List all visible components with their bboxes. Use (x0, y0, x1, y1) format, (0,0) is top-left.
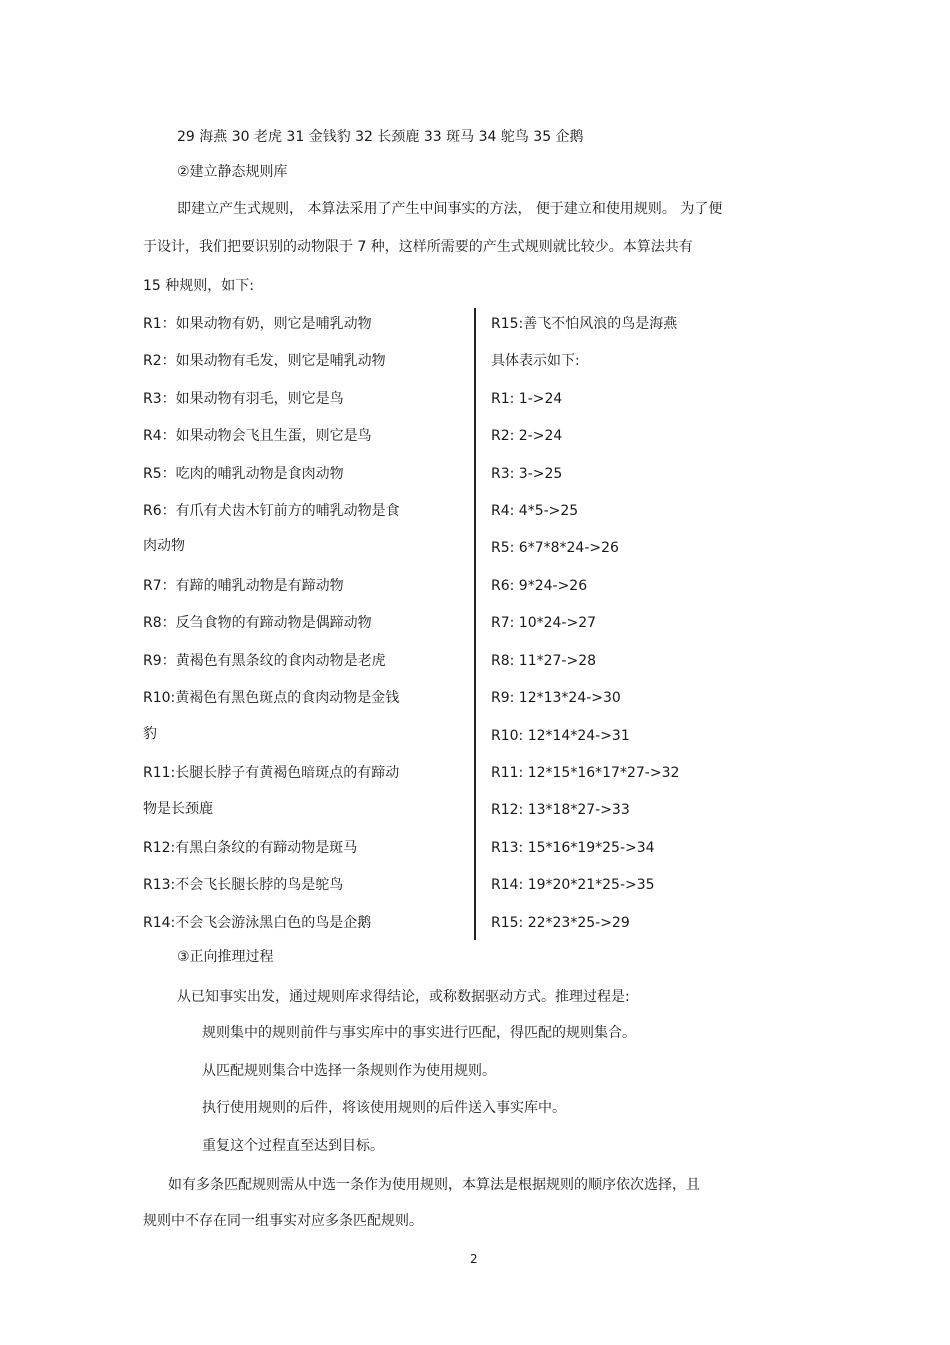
rule-text-item: R14:不会飞会游泳黑白色的鸟是企鹅 (143, 915, 372, 931)
rule-text-item: R4：如果动物会飞且生蛋，则它是鸟 (143, 428, 372, 444)
rule-text-item: R1：如果动物有奶，则它是哺乳动物 (143, 316, 372, 332)
rule-formal-item: R14: 19*20*21*25->35 (491, 877, 655, 893)
inference-step: 重复这个过程直至达到目标。 (202, 1138, 384, 1154)
rule-text-item: R11:长腿长脖子有黄褐色暗斑点的有蹄动 (143, 765, 400, 781)
rule-formal-item: R8: 11*27->28 (491, 653, 597, 669)
formal-heading: 具体表示如下: (491, 353, 580, 369)
rule-text-item: R7：有蹄的哺乳动物是有蹄动物 (143, 578, 344, 594)
rule-text-item: 肉动物 (143, 538, 185, 554)
inference-step: 规则集中的规则前件与事实库中的事实进行匹配，得匹配的规则集合。 (202, 1025, 636, 1041)
rule-formal-item: R9: 12*13*24->30 (491, 690, 621, 706)
rule-text-item: R13:不会飞长腿长脖的鸟是鸵鸟 (143, 877, 344, 893)
rule-text-item: R3：如果动物有羽毛，则它是鸟 (143, 391, 344, 407)
section-heading-rule-base: ②建立静态规则库 (177, 164, 288, 180)
intro-paragraph-line-1: 即建立产生式规则， 本算法采用了产生中间事实的方法， 便于建立和使用规则。 为了便 (177, 201, 723, 217)
rule-formal-item: R5: 6*7*8*24->26 (491, 540, 619, 556)
rule-text-item: 物是长颈鹿 (143, 801, 213, 817)
rule-formal-item: R12: 13*18*27->33 (491, 802, 630, 818)
rule-15-text: R15:善飞不怕风浪的鸟是海燕 (491, 316, 678, 332)
animal-list-line: 29 海燕 30 老虎 31 金钱豹 32 长颈鹿 33 斑马 34 鸵鸟 35 企鹅 (177, 129, 584, 145)
closing-paragraph-line-2: 规则中不存在同一组事实对应多条匹配规则。 (143, 1213, 423, 1229)
closing-paragraph-line-1: 如有多条匹配规则需从中选一条作为使用规则，本算法是根据规则的顺序依次选择，且 (168, 1177, 700, 1193)
rule-formal-item: R13: 15*16*19*25->34 (491, 840, 655, 856)
rule-text-item: R10:黄褐色有黑色斑点的食肉动物是金钱 (143, 690, 400, 706)
rule-formal-item: R7: 10*24->27 (491, 615, 597, 631)
rule-formal-item: R10: 12*14*24->31 (491, 728, 630, 744)
rule-formal-item: R11: 12*15*16*17*27->32 (491, 765, 680, 781)
rule-formal-item: R1: 1->24 (491, 391, 563, 407)
inference-step: 从匹配规则集合中选择一条规则作为使用规则。 (202, 1063, 496, 1079)
rule-text-item: R9：黄褐色有黑条纹的食肉动物是老虎 (143, 653, 386, 669)
section-heading-forward-inference: ③正向推理过程 (177, 949, 274, 965)
intro-paragraph-line-3: 15 种规则，如下: (143, 278, 254, 294)
rule-formal-item: R4: 4*5->25 (491, 503, 579, 519)
page-number: 2 (470, 1252, 478, 1266)
rule-text-item: R5：吃肉的哺乳动物是食肉动物 (143, 466, 344, 482)
rule-formal-item: R15: 22*23*25->29 (491, 915, 630, 931)
intro-paragraph-line-2: 于设计，我们把要识别的动物限于 7 种，这样所需要的产生式规则就比较少。本算法共有 (143, 239, 693, 255)
rule-text-item: R8：反刍食物的有蹄动物是偶蹄动物 (143, 615, 372, 631)
rule-formal-item: R2: 2->24 (491, 428, 563, 444)
rule-formal-item: R3: 3->25 (491, 466, 563, 482)
rule-text-item: R12:有黑白条纹的有蹄动物是斑马 (143, 840, 358, 856)
rule-text-item: R2：如果动物有毛发，则它是哺乳动物 (143, 353, 386, 369)
inference-intro: 从已知事实出发，通过规则库求得结论，或称数据驱动方式。推理过程是: (177, 989, 630, 1005)
rule-text-item: R6：有爪有犬齿木钉前方的哺乳动物是食 (143, 503, 400, 519)
rule-formal-item: R6: 9*24->26 (491, 578, 588, 594)
inference-step: 执行使用规则的后件，将该使用规则的后件送入事实库中。 (202, 1100, 566, 1116)
rule-text-item: 豹 (143, 726, 157, 742)
column-divider (474, 308, 476, 940)
